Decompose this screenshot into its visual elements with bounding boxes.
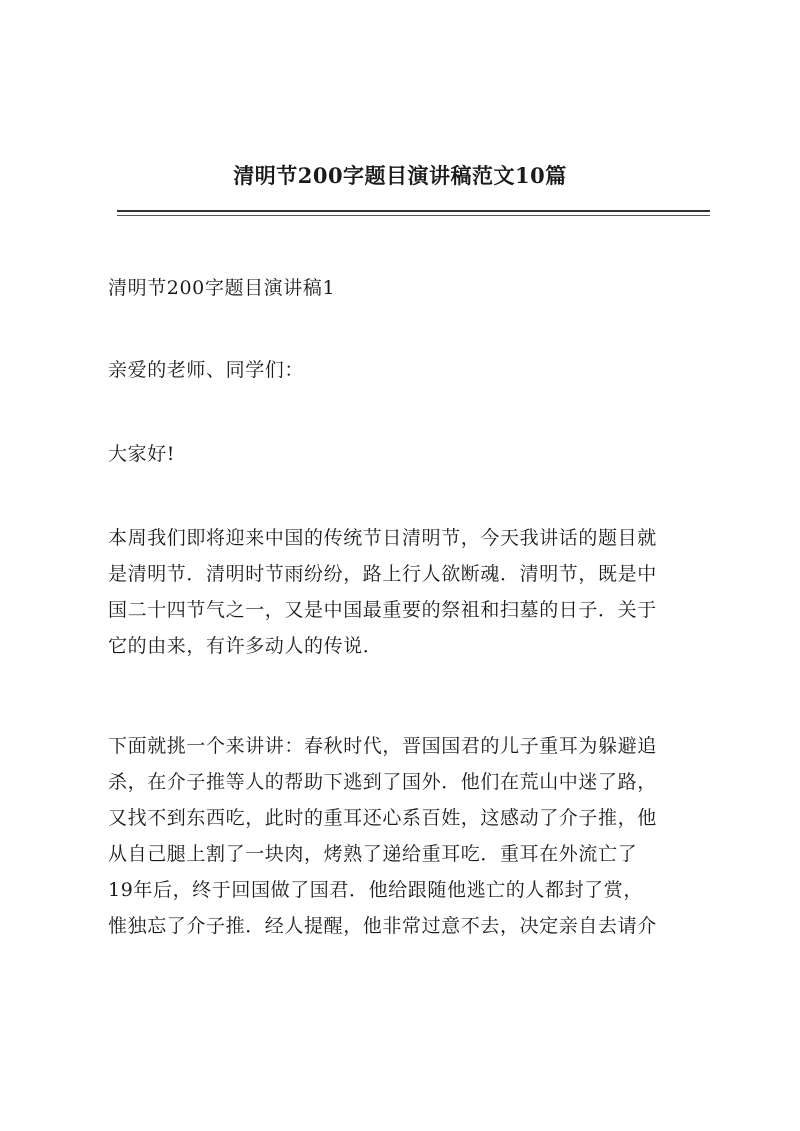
document-title: 清明节200字题目演讲稿范文10篇: [233, 163, 567, 188]
title-divider-thin: [117, 215, 710, 216]
paragraph-line: 它的由来，有许多动人的传说．: [108, 635, 383, 657]
paragraph-line: 杀，在介子推等人的帮助下逃到了国外．他们在荒山中迷了路，: [108, 771, 657, 793]
paragraph-line: 19年后，终于回国做了国君．他给跟随他逃亡的人都封了赏，: [108, 879, 643, 901]
paragraph-line: 从自己腿上割了一块肉，烤熟了递给重耳吃．重耳在外流亡了: [108, 843, 638, 865]
paragraph-line: 下面就挑一个来讲讲：春秋时代，晋国国君的儿子重耳为躲避追: [108, 735, 657, 757]
section-heading: 清明节200字题目演讲稿1: [108, 277, 336, 299]
paragraph-line: 国二十四节气之一，又是中国最重要的祭祖和扫墓的日子．关于: [108, 599, 657, 621]
paragraph-line: 本周我们即将迎来中国的传统节日清明节，今天我讲话的题目就: [108, 527, 657, 549]
paragraph-line: 惟独忘了介子推．经人提醒，他非常过意不去，决定亲自去请介: [108, 915, 657, 937]
greeting: 亲爱的老师、同学们：: [108, 359, 305, 381]
paragraph-line: 是清明节．清明时节雨纷纷，路上行人欲断魂．清明节，既是中: [108, 563, 657, 585]
paragraph-line: 又找不到东西吃，此时的重耳还心系百姓，这感动了介子推，他: [108, 807, 657, 829]
title-divider: [117, 210, 710, 212]
paragraph-1: [108, 520, 713, 664]
paragraph-2: [108, 728, 713, 944]
salutation: 大家好!: [108, 443, 176, 465]
